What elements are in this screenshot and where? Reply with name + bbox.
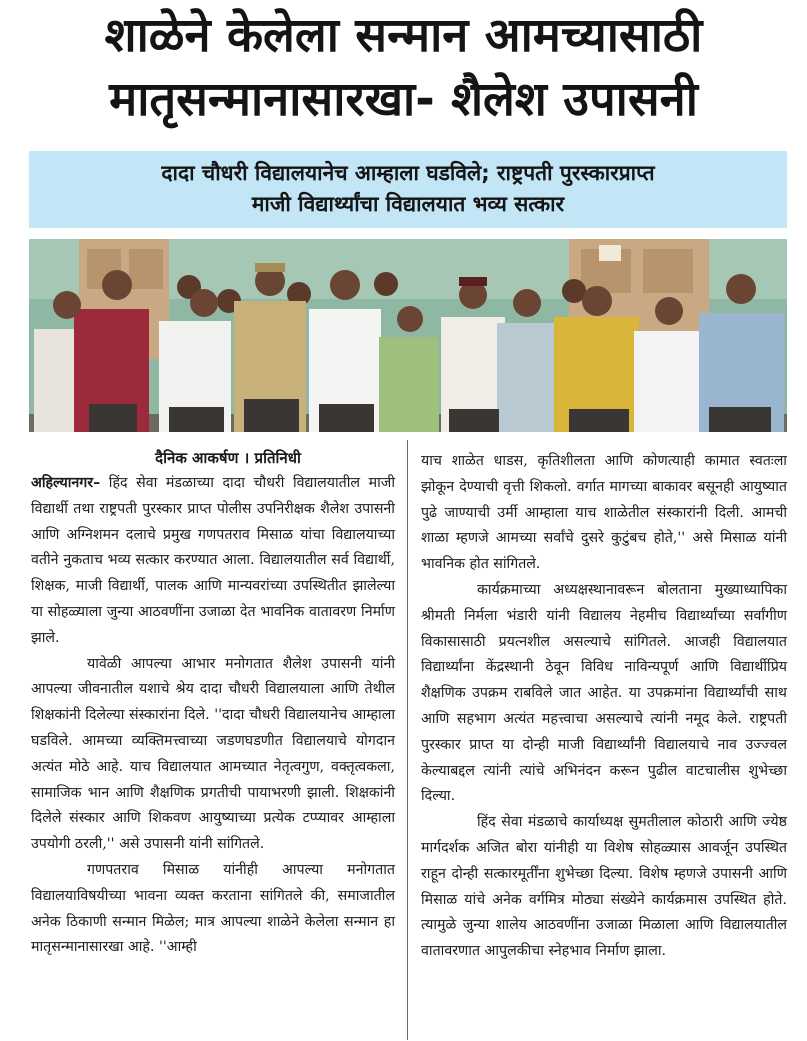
article-paragraph: यावेळी आपल्या आभार मनोगतात शैलेश उपासनी यांनी आपल्या जीवनातील यशाचे श्रेय दादा चौधरी विद्यालयाला आणि तेथील शिक्षकांनी दिलेल्या संस्कारांना दिले. ''दादा चौधरी विद्यालयानेच आम्हाला घडविले. आमच्या व्यक्तिमत्त्वाच्या जडणघडणीत विद्यालयाचे योगदान अत्यंत मोठे आहे. याच विद्यालयात आमच्यात नेतृत्वगुण, वक्तृत्वकला, सामाजिक भान आणि शैक्षणिक प्रगतीची पायाभरणी झाली. शिक्षकांनी दिलेले संस्कार आणि शिकवण आयुष्याच्या प्रत्येक टप्प्यावर आम्हाला उपयोगी ठरली,'' असे उपासनी यांनी सांगितले.: [31, 655, 395, 853]
subheadline-line-1: दादा चौधरी विद्यालयानेच आम्हाला घडविले; राष्ट्रपती पुरस्कारप्राप्त: [161, 161, 655, 185]
article-column-right: [421, 449, 787, 965]
subheadline-banner: [29, 151, 787, 228]
headline: [0, 4, 807, 132]
article-column-left: [31, 445, 395, 961]
headline-line-1: शाळेने केलेला सन्मान आमच्यासाठी: [104, 8, 703, 63]
dateline: अहिल्यानगर–: [31, 475, 101, 491]
article-paragraph: [31, 471, 395, 652]
article-paragraph: हिंद सेवा मंडळाचे कार्याध्यक्ष सुमतीलाल कोठारी आणि ज्येष्ठ मार्गदर्शक अजित बोरा यांनीही या विशेष सोहळ्यास आवर्जून उपस्थित राहून दोन्ही सत्कारमूर्तींना शुभेच्छा दिल्या. विशेष म्हणजे उपासनी आणि मिसाळ यांचे अनेक वर्गमित्र मोठ्या संख्येने कार्यक्रमास उपस्थित होते. त्यामुळे जुन्या शालेय आठवणींना उजाळा मिळाला आणि विद्यालयातील वातावरणात आपुलकीचा स्नेहभाव निर्माण झाला.: [421, 814, 787, 960]
subheadline-line-2: माजी विद्यार्थ्यांचा विद्यालयात भव्य सत्कार: [251, 192, 565, 216]
paragraph-text: हिंद सेवा मंडळाच्या दादा चौधरी विद्यालयातील माजी विद्यार्थी तथा राष्ट्रपती पुरस्कार प्राप्त पोलीस उपनिरीक्षक शैलेश उपासनी आणि अग्निशमन दलाचे प्रमुख गणपतराव मिसाळ यांचा विद्यालयाच्या वतीने नुकताच भव्य सत्कार करण्यात आला. विद्यालयातील सर्व विद्यार्थी, शिक्षक, माजी विद्यार्थी, पालक आणि मान्यवरांच्या उपस्थितीत झालेल्या या सोहळ्याला जुन्या आठवणींना उजाळा देत भावनिक वातावरण निर्माण झाले.: [31, 475, 396, 646]
article-paragraph: याच शाळेत धाडस, कृतिशीलता आणि कोणत्याही कामात स्वतःला झोकून देण्याची वृत्ती शिकलो. वर्गात मागच्या बाकावर बसूनही आयुष्यात पुढे जाण्याची उर्मी आम्हाला याच शाळेतील संस्कारांनी दिली. आमची शाळा म्हणजे आमच्या सर्वांचे दुसरे कुटुंबच होते,'' असे मिसाळ यांनी भावनिक होत सांगितले.: [421, 453, 787, 573]
article-paragraph: गणपतराव मिसाळ यांनीही आपल्या मनोगतात विद्यालयाविषयीच्या भावना व्यक्त करताना सांगितले की, समाजातील अनेक ठिकाणी सन्मान मिळेल; मात्र आपल्या शाळेने केलेला सन्मान हा मातृसन्मानासारखा आहे. ''आम्ही: [31, 861, 395, 956]
group-photo: [29, 239, 787, 432]
article-paragraph: कार्यक्रमाच्या अध्यक्षस्थानावरून बोलताना मुख्याध्यापिका श्रीमती निर्मला भंडारी यांनी विद्यालय नेहमीच विद्यार्थ्यांच्या सर्वांगीण विकासासाठी प्रयत्नशील असल्याचे सांगितले. आजही विद्यालयात विद्यार्थ्यांना केंद्रस्थानी ठेवून विविध नाविन्यपूर्ण आणि विद्यार्थीप्रिय शैक्षणिक उपक्रम राबविले जात आहेत. या उपक्रमांना विद्यार्थ्यांची साथ आणि सहभाग अत्यंत महत्त्वाचा असल्याचे त्यांनी नमूद केले. राष्ट्रपती पुरस्कार प्राप्त या दोन्ही माजी विद्यार्थ्यांनी विद्यालयाचे नाव उज्ज्वल केल्याबद्दल त्यांनी त्यांचे अभिनंदन करून पुढील वाटचालीस शुभेच्छा दिल्या.: [421, 581, 787, 805]
headline-line-2: मातृसन्मानासारखा- शैलेश उपासनी: [109, 72, 698, 127]
byline: दैनिक आकर्षण । प्रतिनिधी: [155, 449, 301, 467]
column-divider: [407, 440, 408, 1040]
group-photo-image: [29, 239, 787, 432]
